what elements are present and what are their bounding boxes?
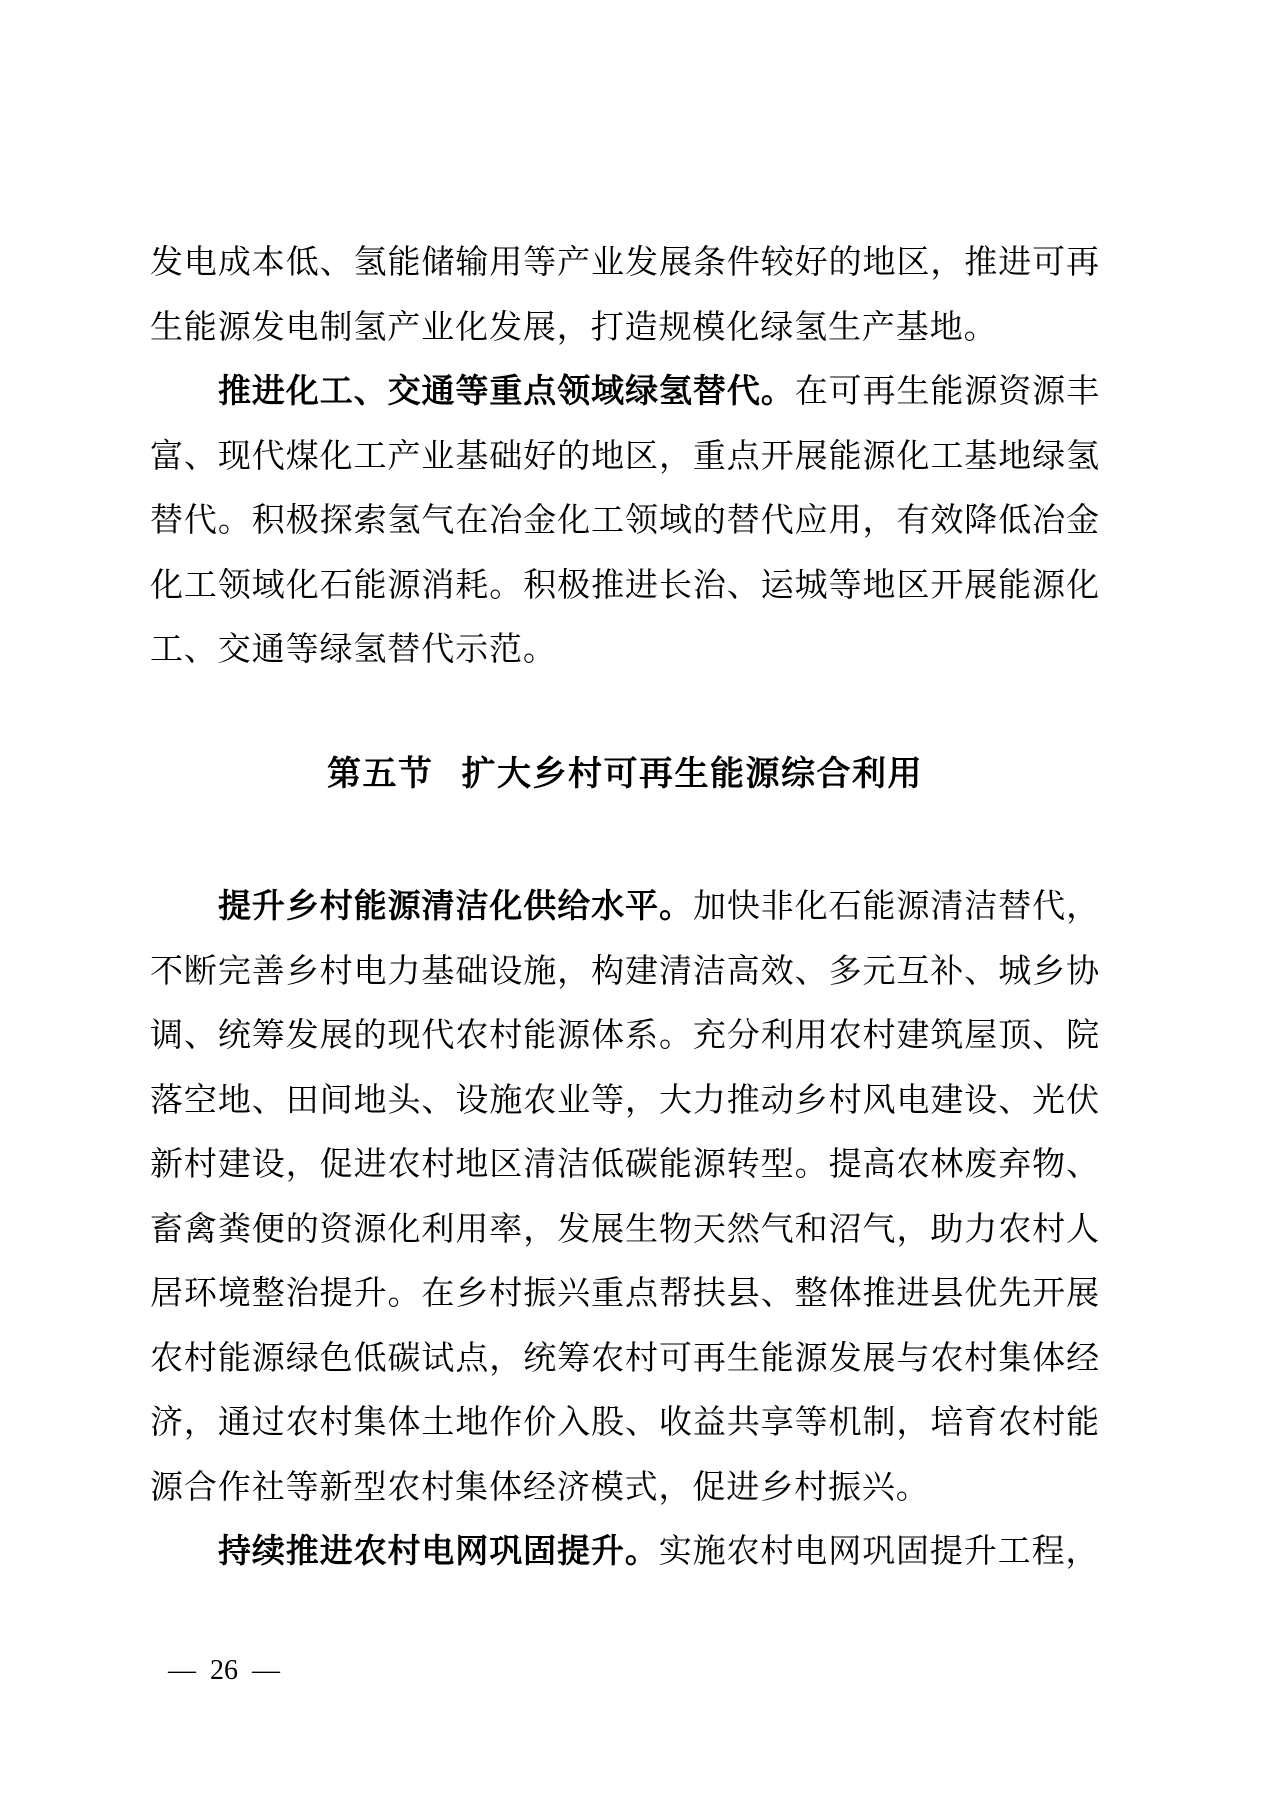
paragraph-continuation <box>150 231 1100 360</box>
document-body <box>150 231 1100 1585</box>
paragraph-body-text: 在可再生能源资源丰富、现代煤化工产业基础好的地区，重点开展能源化工基地绿氢替代。积极探索氢气在冶金化工领域的替代应用，有效降低冶金化工领域化石能源消耗。积极推进长治、运城等地区开展能源化工、交通等绿氢替代示范。 <box>150 374 1100 668</box>
paragraph-lead-text: 推进化工、交通等重点领域绿氢替代。 <box>218 374 795 410</box>
paragraph-rural-grid-upgrade <box>150 1520 1100 1585</box>
paragraph-body-text: 发电成本低、氢能储输用等产业发展条件较好的地区，推进可再生能源发电制氢产业化发展，打造规模化绿氢生产基地。 <box>150 245 1100 346</box>
paragraph-green-hydrogen-substitution <box>150 360 1100 683</box>
page-footer <box>168 1655 280 1687</box>
section-heading <box>150 743 1100 808</box>
section-heading-title: 扩大乡村可再生能源综合利用 <box>461 755 923 793</box>
footer-dash-right: — <box>252 1655 280 1686</box>
section-heading-label: 第五节 <box>327 755 434 793</box>
paragraph-rural-clean-energy <box>150 875 1100 1520</box>
paragraph-body-text: 实施农村电网巩固提升工程， <box>658 1534 1100 1570</box>
paragraph-body-text: 加快非化石能源清洁替代，不断完善乡村电力基础设施，构建清洁高效、多元互补、城乡协调、统筹发展的现代农村能源体系。充分利用农村建筑屋顶、院落空地、田间地头、设施农业等，大力推动乡村风电建设、光伏新村建设，促进农村地区清洁低碳能源转型。提高农林废弃物、畜禽粪便的资源化利用率，发展生物天然气和沼气，助力农村人居环境整治提升。在乡村振兴重点帮扶县、整体推进县优先开展农村能源绿色低碳试点，统筹农村可再生能源发展与农村集体经济，通过农村集体土地作价入股、收益共享等机制，培育农村能源合作社等新型农村集体经济模式，促进乡村振兴。 <box>150 889 1100 1506</box>
paragraph-lead-text: 持续推进农村电网巩固提升。 <box>218 1534 659 1570</box>
paragraph-lead-text: 提升乡村能源清洁化供给水平。 <box>218 889 693 925</box>
page-number: 26 <box>210 1655 238 1686</box>
footer-dash-left: — <box>168 1655 196 1686</box>
